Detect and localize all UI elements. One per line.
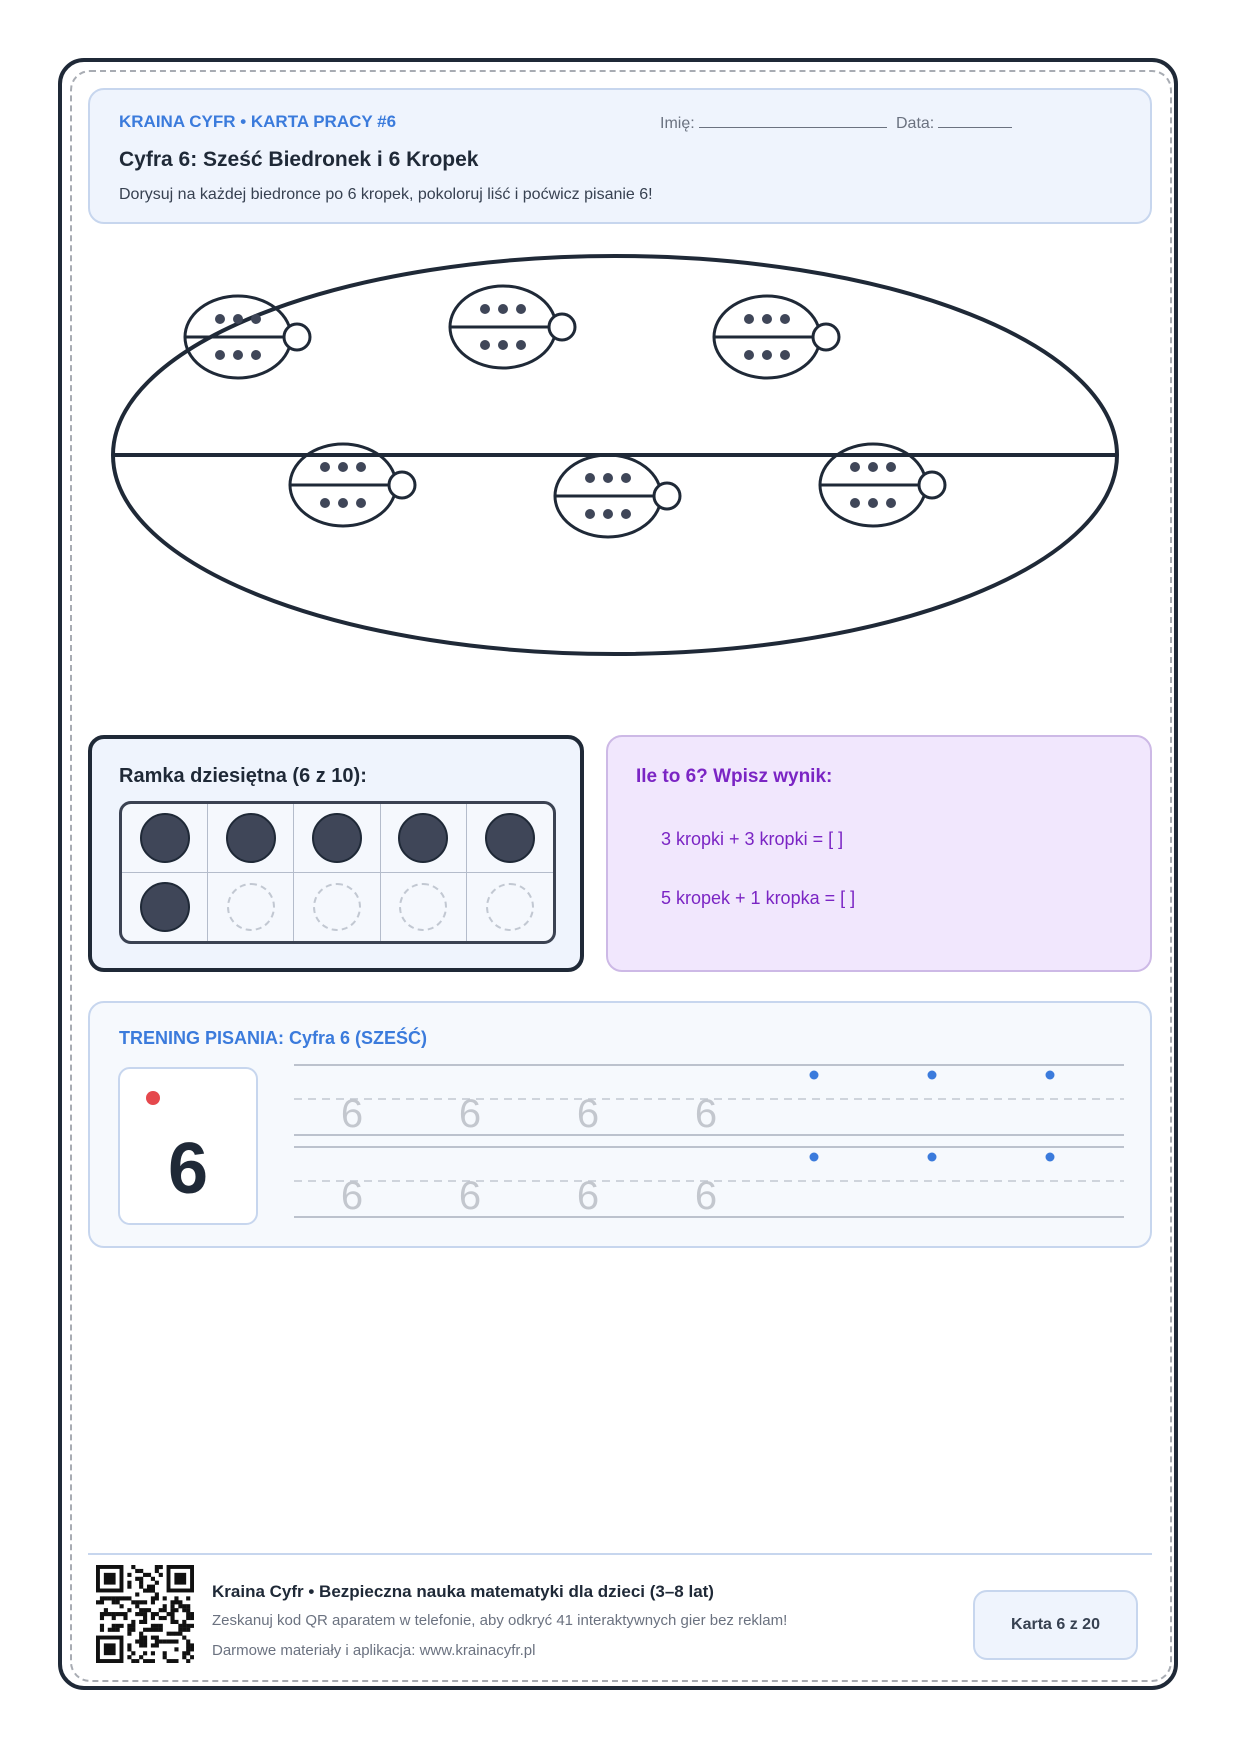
trace-digit: 6 bbox=[576, 1174, 600, 1218]
model-digit: 6 bbox=[167, 1129, 209, 1209]
ladybug-head bbox=[389, 472, 415, 498]
ladybug-spot bbox=[251, 350, 261, 360]
ladybug-spot bbox=[762, 314, 772, 324]
footer-divider bbox=[88, 1553, 1152, 1555]
ladybug bbox=[555, 455, 680, 537]
ladybug-head bbox=[284, 324, 310, 350]
ladybug-head bbox=[919, 472, 945, 498]
footer-title: Kraina Cyfr • Bezpieczna nauka matematyki dla dzieci (3–8 lat) bbox=[212, 1582, 714, 1601]
ladybug-spot bbox=[516, 304, 526, 314]
ladybug-spot bbox=[338, 462, 348, 472]
ten-frame-cell[interactable] bbox=[381, 804, 467, 873]
date-field[interactable] bbox=[896, 113, 1012, 133]
quiz-panel bbox=[606, 735, 1152, 972]
instructions: Dorysuj na każdej biedronce po 6 kropek, pokoloruj liść i poćwicz pisanie 6! bbox=[119, 186, 653, 203]
ladybug-spot bbox=[338, 498, 348, 508]
ladybug bbox=[185, 296, 310, 378]
writing-title: TRENING PISANIA: Cyfra 6 (SZEŚĆ) bbox=[119, 1028, 428, 1048]
ladybug-spot bbox=[233, 314, 243, 324]
ladybug-spot bbox=[621, 473, 631, 483]
ten-frame-grid bbox=[119, 801, 556, 944]
ladybug-spot bbox=[498, 304, 508, 314]
date-blank-line bbox=[938, 113, 1012, 128]
counter-filled bbox=[140, 813, 190, 863]
ladybug-spot bbox=[744, 314, 754, 324]
start-dot bbox=[810, 1153, 819, 1162]
trace-digit: 6 bbox=[694, 1174, 718, 1218]
ladybug-spot bbox=[585, 473, 595, 483]
quiz-equation-1[interactable]: 3 kropki + 3 kropki = [ ] bbox=[661, 829, 844, 849]
ladybug-spot bbox=[498, 340, 508, 350]
quiz-title: Ile to 6? Wpisz wynik: bbox=[636, 766, 833, 787]
ladybug-spot bbox=[780, 350, 790, 360]
trace-digit: 6 bbox=[458, 1174, 482, 1218]
counter-empty bbox=[486, 883, 534, 931]
model-digit-card bbox=[118, 1067, 258, 1225]
start-dot bbox=[928, 1071, 937, 1080]
ladybug-spot bbox=[585, 509, 595, 519]
ladybug-spot bbox=[868, 498, 878, 508]
ladybug-spot bbox=[780, 314, 790, 324]
ladybug-spot bbox=[251, 314, 261, 324]
brand-label: KRAINA CYFR • KARTA PRACY #6 bbox=[119, 112, 397, 131]
ten-frame-cell[interactable] bbox=[122, 804, 208, 873]
footer-website[interactable]: Darmowe materiały i aplikacja: www.krainacyfr.pl bbox=[212, 1642, 536, 1659]
ladybug-spot bbox=[621, 509, 631, 519]
name-blank-line bbox=[699, 113, 887, 128]
ladybug-spot bbox=[744, 350, 754, 360]
start-point-dot bbox=[146, 1091, 160, 1105]
ladybug-spot bbox=[215, 350, 225, 360]
ladybug-spot bbox=[480, 304, 490, 314]
start-dot bbox=[1046, 1153, 1055, 1162]
writing-practice-panel bbox=[88, 1001, 1152, 1248]
ladybug-spot bbox=[886, 462, 896, 472]
counter-filled bbox=[140, 882, 190, 932]
leaf-with-ladybugs-illustration bbox=[110, 250, 1120, 670]
footer-qr-hint: Zeskanuj kod QR aparatem w telefonie, aby odkryć 41 interaktywnych gier bez reklam! bbox=[212, 1612, 788, 1629]
ladybug-spot bbox=[886, 498, 896, 508]
ladybug-spot bbox=[516, 340, 526, 350]
trace-digit: 6 bbox=[340, 1092, 364, 1136]
counter-empty bbox=[399, 883, 447, 931]
ladybug bbox=[714, 296, 839, 378]
ten-frame-title: Ramka dziesiętna (6 z 10): bbox=[119, 765, 367, 787]
ten-frame-cell[interactable] bbox=[467, 804, 553, 873]
ladybug-spot bbox=[850, 462, 860, 472]
ladybug-head bbox=[549, 314, 575, 340]
ten-frame-cell[interactable] bbox=[122, 873, 208, 942]
quiz-equation-2[interactable]: 5 kropek + 1 kropka = [ ] bbox=[661, 888, 856, 908]
tracing-lines[interactable] bbox=[294, 1063, 1124, 1223]
start-dot bbox=[1046, 1071, 1055, 1080]
ten-frame-cell[interactable] bbox=[294, 873, 380, 942]
ten-frame-cell[interactable] bbox=[208, 804, 294, 873]
start-dot bbox=[928, 1153, 937, 1162]
ten-frame-cell[interactable] bbox=[294, 804, 380, 873]
ladybug-spot bbox=[603, 473, 613, 483]
trace-digit: 6 bbox=[458, 1092, 482, 1136]
ladybug-spot bbox=[850, 498, 860, 508]
ten-frame-cell[interactable] bbox=[208, 873, 294, 942]
ladybug-spot bbox=[868, 462, 878, 472]
ten-frame-panel bbox=[88, 735, 584, 972]
page-number-badge: Karta 6 z 20 bbox=[973, 1590, 1138, 1660]
counter-filled bbox=[312, 813, 362, 863]
counter-filled bbox=[226, 813, 276, 863]
worksheet-header bbox=[88, 88, 1152, 224]
page-title: Cyfra 6: Sześć Biedronek i 6 Kropek bbox=[119, 148, 479, 171]
ladybug-spot bbox=[320, 462, 330, 472]
tracing-row[interactable] bbox=[294, 1147, 1124, 1218]
start-dot bbox=[810, 1071, 819, 1080]
counter-empty bbox=[227, 883, 275, 931]
name-field[interactable] bbox=[660, 113, 887, 133]
date-label: Data: bbox=[896, 115, 935, 132]
ladybug-spot bbox=[480, 340, 490, 350]
name-label: Imię: bbox=[660, 115, 695, 132]
ten-frame-cell[interactable] bbox=[381, 873, 467, 942]
trace-digit: 6 bbox=[694, 1092, 718, 1136]
ladybug-spot bbox=[233, 350, 243, 360]
ladybug-spot bbox=[603, 509, 613, 519]
ladybug-head bbox=[654, 483, 680, 509]
trace-digit: 6 bbox=[340, 1174, 364, 1218]
counter-filled bbox=[485, 813, 535, 863]
ladybug-spot bbox=[320, 498, 330, 508]
counter-empty bbox=[313, 883, 361, 931]
trace-digit: 6 bbox=[576, 1092, 600, 1136]
tracing-row[interactable] bbox=[294, 1065, 1124, 1136]
ladybug-spot bbox=[215, 314, 225, 324]
ladybug-head bbox=[813, 324, 839, 350]
ladybug-spot bbox=[356, 498, 366, 508]
ladybug bbox=[450, 286, 575, 368]
ladybug-spot bbox=[356, 462, 366, 472]
counter-filled bbox=[398, 813, 448, 863]
ladybug-spot bbox=[762, 350, 772, 360]
qr-code[interactable] bbox=[96, 1565, 194, 1663]
ten-frame-cell[interactable] bbox=[467, 873, 553, 942]
